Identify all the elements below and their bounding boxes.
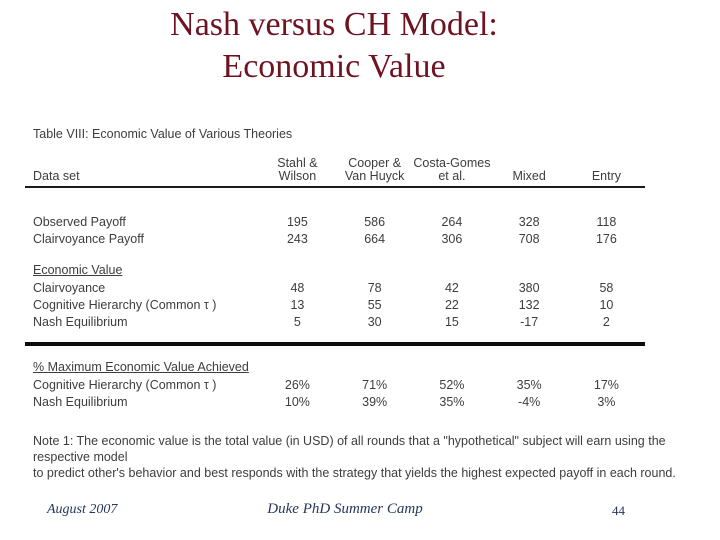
table-cell: -4% bbox=[518, 394, 541, 409]
table-cell: 10% bbox=[284, 394, 310, 409]
table-footnote bbox=[33, 433, 697, 481]
table-cell: 30 bbox=[367, 314, 382, 329]
row-label: Cognitive Hierarchy (Common τ ) bbox=[33, 377, 217, 392]
table-row bbox=[25, 393, 645, 410]
table-divider-rule bbox=[25, 342, 645, 346]
row-label: Clairvoyance bbox=[33, 280, 106, 295]
table-cell: 264 bbox=[441, 214, 463, 229]
table-cell: 118 bbox=[596, 214, 617, 229]
column-header: Costa-Gomes et al. bbox=[413, 156, 491, 183]
table-cell: 306 bbox=[441, 231, 463, 246]
table-cell: 195 bbox=[286, 214, 308, 229]
table-cell: 2 bbox=[602, 314, 610, 329]
table-cell: 22 bbox=[444, 297, 459, 312]
table-cell: 39% bbox=[362, 394, 388, 409]
column-header: Mixed bbox=[512, 169, 546, 183]
table-cell: 13 bbox=[290, 297, 305, 312]
table-cell: 586 bbox=[364, 214, 386, 229]
table-cell: 71% bbox=[362, 377, 388, 392]
column-header: Entry bbox=[591, 169, 621, 183]
section-header-pct-max: % Maximum Economic Value Achieved bbox=[33, 360, 249, 374]
table-cell: 58 bbox=[599, 280, 614, 295]
row-label: Observed Payoff bbox=[33, 214, 126, 229]
table-row bbox=[25, 313, 645, 330]
slide-title-line1: Nash versus CH Model: bbox=[170, 6, 498, 43]
table-cell: 52% bbox=[439, 377, 465, 392]
table-cell: 328 bbox=[518, 214, 540, 229]
table-cell: -17 bbox=[520, 314, 539, 329]
table-header-row bbox=[25, 157, 645, 188]
table-cell: 78 bbox=[367, 280, 382, 295]
table-cell: 243 bbox=[286, 231, 308, 246]
row-label: Nash Equilibrium bbox=[33, 394, 128, 409]
footnote-line1: Note 1: The economic value is the total value (in USD) of all rounds that a "hypothetical" subject will earn using the respective model bbox=[33, 434, 666, 464]
row-label: Nash Equilibrium bbox=[33, 314, 128, 329]
table-row bbox=[25, 376, 645, 393]
slide-title bbox=[0, 4, 694, 88]
table-row bbox=[25, 279, 645, 296]
table-caption: Table VIII: Economic Value of Various Theories bbox=[33, 127, 293, 141]
results-table bbox=[25, 120, 645, 410]
column-header: Stahl & Wilson bbox=[277, 156, 318, 183]
column-header: Data set bbox=[33, 169, 80, 183]
table-cell: 35% bbox=[439, 394, 465, 409]
table-row bbox=[25, 213, 645, 230]
table-cell: 176 bbox=[595, 231, 617, 246]
table-cell: 42 bbox=[444, 280, 459, 295]
slide-title-line2: Economic Value bbox=[222, 48, 446, 85]
pct-max-rows-group bbox=[25, 376, 645, 410]
row-label: Cognitive Hierarchy (Common τ ) bbox=[33, 297, 217, 312]
footer-page-number: 44 bbox=[612, 503, 625, 518]
table-cell: 17% bbox=[593, 377, 619, 392]
table-cell: 5 bbox=[293, 314, 301, 329]
table-cell: 3% bbox=[597, 394, 616, 409]
table-cell: 380 bbox=[518, 280, 540, 295]
table-cell: 132 bbox=[518, 297, 540, 312]
table-cell: 10 bbox=[599, 297, 614, 312]
table-cell: 48 bbox=[290, 280, 305, 295]
table-row bbox=[25, 230, 645, 247]
table-cell: 35% bbox=[516, 377, 542, 392]
table-cell: 15 bbox=[444, 314, 459, 329]
footnote-line2: to predict other's behavior and best responds with the strategy that yields the highest expected payoff in each round. bbox=[33, 466, 676, 480]
table-cell: 26% bbox=[284, 377, 310, 392]
row-label: Clairvoyance Payoff bbox=[33, 231, 144, 246]
table-cell: 708 bbox=[518, 231, 540, 246]
column-header: Cooper & Van Huyck bbox=[344, 156, 405, 183]
table-cell: 664 bbox=[364, 231, 386, 246]
payoff-rows-group bbox=[25, 213, 645, 247]
table-cell: 55 bbox=[367, 297, 382, 312]
economic-value-rows-group bbox=[25, 279, 645, 330]
section-header-economic-value: Economic Value bbox=[33, 263, 123, 277]
footer-title: Duke PhD Summer Camp bbox=[267, 501, 423, 517]
footer-date: August 2007 bbox=[47, 502, 118, 517]
table-row bbox=[25, 296, 645, 313]
